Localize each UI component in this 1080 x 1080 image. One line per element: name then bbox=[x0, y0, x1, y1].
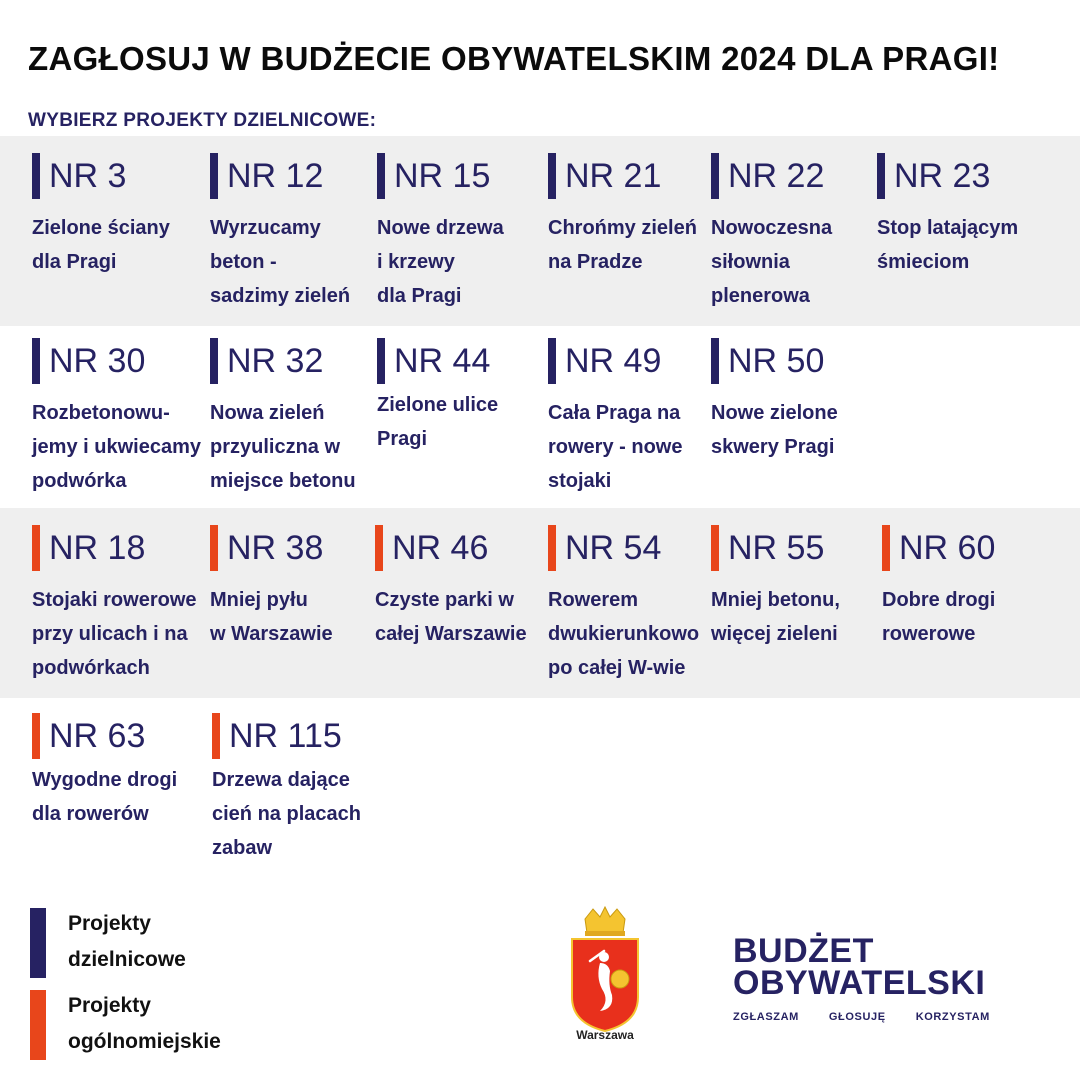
project-description: Wyrzucamy beton - sadzimy zieleń bbox=[210, 217, 351, 307]
legend-label: Projekty ogólnomiejskie bbox=[68, 994, 221, 1053]
project-description: Nowoczesna siłownia plenerowa bbox=[711, 217, 833, 307]
project-description: Drzewa dające cień na placach zabaw bbox=[212, 769, 361, 859]
legend-navy-bar-icon bbox=[30, 908, 46, 978]
project-number: NR 32 bbox=[227, 341, 324, 380]
project-card bbox=[32, 525, 212, 685]
warsaw-crest-icon bbox=[560, 905, 650, 1045]
project-number: NR 50 bbox=[728, 341, 825, 380]
project-description: Dobre drogi rowerowe bbox=[882, 589, 996, 645]
project-card bbox=[711, 525, 891, 651]
project-number: NR 15 bbox=[394, 156, 491, 195]
project-description: Wygodne drogi dla rowerów bbox=[32, 769, 178, 825]
project-card bbox=[711, 153, 891, 313]
category-bar-icon bbox=[377, 153, 385, 199]
category-bar-icon bbox=[548, 525, 556, 571]
project-card bbox=[210, 525, 390, 651]
project-number: NR 21 bbox=[565, 156, 662, 195]
project-description: Rowerem dwukierunkowo po całej W-wie bbox=[548, 589, 700, 679]
project-number: NR 3 bbox=[49, 156, 127, 195]
project-card bbox=[877, 153, 1057, 279]
project-number: NR 22 bbox=[728, 156, 825, 195]
category-bar-icon bbox=[210, 338, 218, 384]
page-subtitle: WYBIERZ PROJEKTY DZIELNICOWE: bbox=[28, 110, 377, 131]
project-number: NR 18 bbox=[49, 528, 146, 567]
project-description: Nowe zielone skwery Pragi bbox=[711, 402, 838, 458]
category-bar-icon bbox=[711, 153, 719, 199]
tagline-word: ZGŁASZAM bbox=[733, 1011, 799, 1023]
project-description: Mniej pyłu w Warszawie bbox=[210, 589, 333, 645]
tagline-word: KORZYSTAM bbox=[915, 1011, 990, 1023]
project-number: NR 12 bbox=[227, 156, 324, 195]
project-description: Rozbetonowu- jemy i ukwiecamy podwórka bbox=[32, 402, 201, 492]
project-description: Stojaki rowerowe przy ulicach i na podwórkach bbox=[32, 589, 197, 679]
legend-label: Projekty dzielnicowe bbox=[68, 912, 186, 971]
category-bar-icon bbox=[210, 525, 218, 571]
project-card bbox=[548, 153, 728, 279]
project-number: NR 63 bbox=[49, 716, 146, 755]
project-description: Mniej betonu, więcej zieleni bbox=[711, 589, 840, 645]
category-bar-icon bbox=[548, 338, 556, 384]
page-title: ZAGŁOSUJ W BUDŻECIE OBYWATELSKIM 2024 DLA PRAGI! bbox=[28, 40, 1000, 77]
category-bar-icon bbox=[711, 338, 719, 384]
project-card bbox=[711, 338, 891, 464]
project-number: NR 38 bbox=[227, 528, 324, 567]
category-bar-icon bbox=[711, 525, 719, 571]
project-card bbox=[32, 713, 212, 831]
project-description: Nowe drzewa i krzewy dla Pragi bbox=[377, 217, 504, 307]
project-number: NR 46 bbox=[392, 528, 489, 567]
logo-line-1: BUDŻET bbox=[733, 932, 874, 970]
legend-orange-bar-icon bbox=[30, 990, 46, 1060]
project-card bbox=[32, 338, 212, 498]
project-card bbox=[375, 525, 555, 651]
project-description: Chrońmy zieleń na Pradze bbox=[548, 217, 697, 273]
project-number: NR 60 bbox=[899, 528, 996, 567]
budzet-obywatelski-logo bbox=[733, 932, 990, 1023]
category-bar-icon bbox=[32, 153, 40, 199]
category-bar-icon bbox=[882, 525, 890, 571]
project-description: Zielone ściany dla Pragi bbox=[32, 217, 170, 273]
tagline-word: GŁOSUJĘ bbox=[828, 1011, 886, 1023]
category-bar-icon bbox=[32, 338, 40, 384]
project-card bbox=[377, 153, 557, 313]
project-card bbox=[210, 338, 390, 498]
category-bar-icon bbox=[375, 525, 383, 571]
logo-tagline bbox=[733, 1011, 990, 1023]
project-card bbox=[212, 713, 392, 865]
category-bar-icon bbox=[32, 525, 40, 571]
project-description: Nowa zieleń przyuliczna w miejsce betonu bbox=[210, 402, 356, 492]
project-description: Czyste parki w całej Warszawie bbox=[375, 589, 527, 645]
project-number: NR 55 bbox=[728, 528, 825, 567]
project-card bbox=[32, 153, 212, 279]
project-card bbox=[377, 338, 557, 456]
project-card bbox=[548, 338, 728, 498]
category-bar-icon bbox=[212, 713, 220, 759]
project-card bbox=[210, 153, 390, 313]
category-bar-icon bbox=[548, 153, 556, 199]
category-bar-icon bbox=[377, 338, 385, 384]
project-number: NR 115 bbox=[229, 716, 342, 755]
project-number: NR 44 bbox=[394, 341, 491, 380]
project-description: Stop latającym śmieciom bbox=[877, 217, 1019, 273]
project-description: Cała Praga na rowery - nowe stojaki bbox=[548, 402, 683, 492]
logo-line-2: OBYWATELSKI bbox=[733, 964, 986, 1002]
project-number: NR 30 bbox=[49, 341, 146, 380]
project-number: NR 23 bbox=[894, 156, 991, 195]
category-bar-icon bbox=[877, 153, 885, 199]
project-card bbox=[882, 525, 1062, 651]
project-card bbox=[548, 525, 728, 685]
project-description: Zielone ulice Pragi bbox=[377, 394, 499, 450]
category-bar-icon bbox=[32, 713, 40, 759]
warszawa-label: Warszawa bbox=[576, 1028, 634, 1042]
project-number: NR 49 bbox=[565, 341, 662, 380]
category-bar-icon bbox=[210, 153, 218, 199]
project-number: NR 54 bbox=[565, 528, 662, 567]
